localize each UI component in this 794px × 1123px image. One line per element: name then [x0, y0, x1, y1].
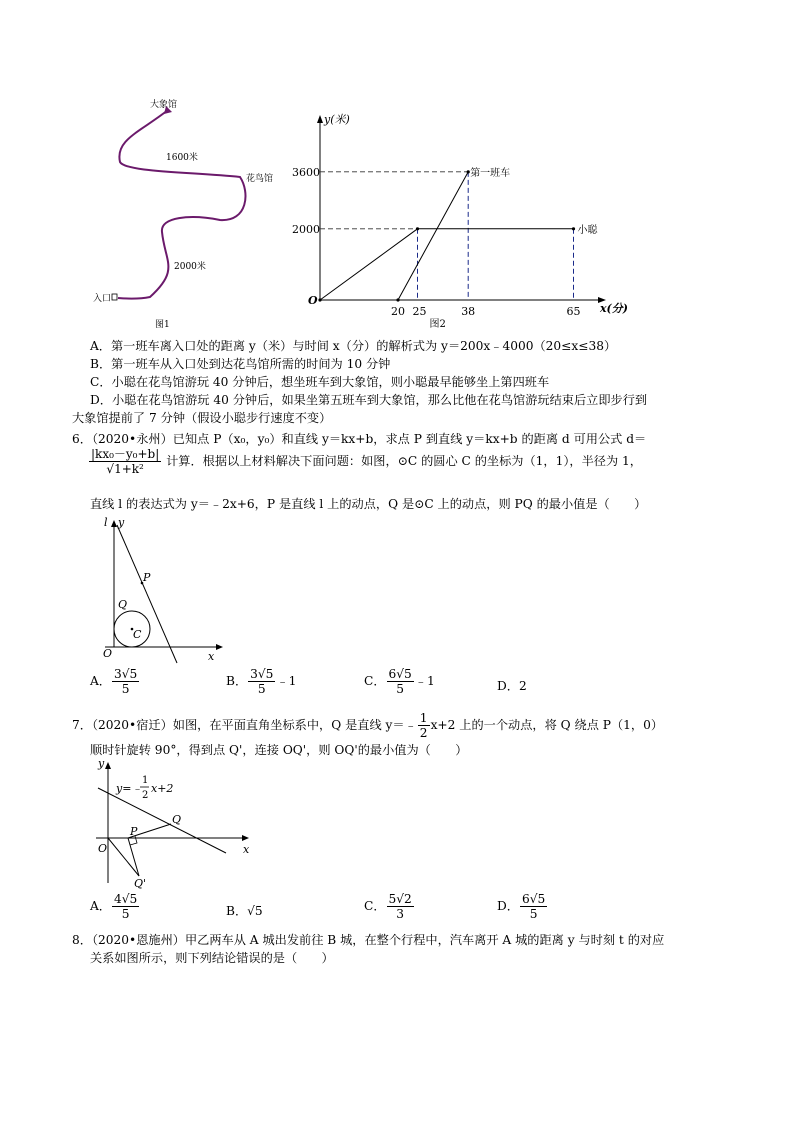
label-y: y	[98, 757, 105, 770]
label-q: Q	[118, 598, 128, 611]
q6-option-d: D．2	[497, 679, 527, 693]
distance-formula	[89, 447, 161, 476]
q7-d-label: D．	[497, 899, 519, 913]
q7-a-den: 5	[121, 907, 130, 921]
y-tick-3600: 3600	[292, 165, 320, 179]
formula-denominator: √1+k²	[106, 462, 144, 476]
eq-b: x+2	[151, 782, 174, 795]
label-y: y	[118, 516, 125, 529]
label-c: C	[133, 628, 142, 641]
q8-line1: 8．（2020•恩施州）甲乙两车从 A 城出发前往 B 城，在整个行程中，汽车离开 A 城的距离 y 与时刻 t 的对应	[72, 933, 665, 947]
q5-option-c: C．小聪在花鸟馆游玩 40 分钟后，想坐班车到大象馆，则小聪最早能够坐上第四班车	[90, 375, 550, 389]
y-arrow	[111, 520, 117, 527]
q6-option-a	[90, 667, 140, 696]
q6-a-den: 5	[121, 682, 130, 696]
q7-a-label: A．	[90, 899, 111, 913]
x-tick-20: 20	[391, 305, 405, 318]
entrance-box	[112, 294, 117, 300]
q7-c-label: C．	[364, 899, 386, 913]
series-2-point-2	[416, 227, 419, 230]
map-dist1: 1600米	[166, 153, 198, 163]
y-axis-arrow	[317, 115, 323, 123]
figure-1-map	[80, 92, 280, 332]
q5-option-d-line2: 大象馆提前了 7 分钟（假设小聪步行速度不变）	[72, 411, 332, 425]
x-tick-38: 38	[461, 305, 476, 318]
q6-line2: 计算．根据以上材料解决下面问题：如图，⊙C 的圆心 C 的坐标为（1，1），半径为 1，	[166, 454, 642, 468]
q6-b-den: 5	[257, 682, 266, 696]
origin-label: O	[308, 294, 318, 307]
q7-option-d	[497, 892, 548, 921]
q6-a-num: 3√5	[114, 667, 138, 681]
series-1-point-1	[396, 298, 399, 301]
label-l: l	[104, 516, 108, 529]
line-l	[117, 525, 177, 663]
label-x: x	[243, 843, 250, 856]
q6-option-c	[364, 667, 435, 696]
series-2-point-1	[318, 298, 321, 301]
q6-b-tail: ﹣1	[276, 674, 297, 688]
q6-b-num: 3√5	[250, 667, 274, 681]
q7-line1-b: x+2 上的一个动点，将 Q 绕点 P（1，0）	[430, 718, 664, 732]
map-bird: 花鸟馆	[246, 174, 274, 184]
label-o: O	[98, 842, 108, 855]
eq-den: 2	[142, 790, 149, 801]
map-elephant: 大象馆	[150, 100, 178, 110]
q7-half-num: 1	[419, 711, 428, 725]
y-arrow	[105, 762, 111, 769]
q6-option-b	[226, 667, 296, 696]
eq-num: 1	[142, 775, 149, 786]
label-q-prime: Q'	[134, 877, 147, 890]
q7-line2: 顺时针旋转 90°，得到点 Q'，连接 OQ'，则 OQ'的最小值为（ ）	[90, 743, 468, 757]
map-caption: 图1	[155, 320, 170, 330]
label-p: P	[130, 825, 138, 838]
q7-option-a	[90, 892, 140, 921]
q6-c-label: C．	[364, 674, 386, 688]
label-x: x	[208, 650, 215, 663]
x-arrow	[216, 644, 223, 650]
label-q: Q	[172, 813, 182, 826]
x-arrow	[242, 835, 249, 841]
q7-a-num: 4√5	[114, 892, 138, 906]
q6-a-label: A．	[90, 674, 111, 688]
series-2-point-3	[572, 227, 575, 230]
q6-figure	[95, 515, 230, 665]
series-label-bus: 第一班车	[470, 167, 511, 179]
eq-a: y=﹣	[116, 782, 143, 795]
q5-option-a: A．第一班车离入口处的距离 y（米）与时间 x（分）的解析式为 y＝200x﹣4000（20≤x≤38）	[90, 339, 617, 353]
label-p: P	[143, 571, 151, 584]
q5-option-b: B．第一班车从入口处到达花鸟馆所需的时间为 10 分钟	[90, 357, 391, 371]
q7-figure	[88, 755, 258, 890]
q7-option-c	[364, 892, 415, 921]
map-dist2: 2000米	[174, 262, 206, 272]
q8-line2: 关系如图所示，则下列结论错误的是（ ）	[90, 951, 334, 965]
x-tick-25: 25	[412, 305, 427, 318]
q6-c-num: 6√5	[388, 667, 412, 681]
x-axis-label: x(分)	[600, 302, 628, 315]
q6-c-tail: ﹣1	[414, 674, 435, 688]
q7-line1-a: 7．（2020•宿迁）如图，在平面直角坐标系中，Q 是直线 y＝﹣	[72, 718, 417, 732]
q7-d-den: 5	[529, 907, 538, 921]
series-line-2	[320, 229, 574, 300]
graph-caption: 图2	[429, 319, 446, 330]
q7-c-den: 3	[396, 907, 405, 921]
x-tick-65: 65	[566, 305, 581, 318]
label-o: O	[103, 647, 113, 660]
q6-c-den: 5	[396, 682, 405, 696]
y-axis-label: y(米)	[324, 113, 350, 126]
line-q	[98, 788, 226, 853]
q7-option-b: B．√5	[226, 904, 263, 918]
map-entrance: 入口	[93, 294, 112, 304]
q6-line3: 直线 l 的表达式为 y＝﹣2x+6，P 是直线 l 上的动点，Q 是⊙C 上的动点，则 PQ 的最小值是（ ）	[90, 497, 647, 511]
q7-d-num: 6√5	[521, 892, 546, 906]
q5-option-d-line1: D．小聪在花鸟馆游玩 40 分钟后，如果坐第五班车到大象馆，那么比他在花鸟馆游玩结束后立即步行到	[90, 393, 648, 407]
series-label-xiaocong: 小聪	[577, 224, 598, 236]
q6-line1: 6．（2020•永州）已知点 P（x₀，y₀）和直线 y＝kx+b，求点 P 到直线 y＝kx+b 的距离 d 可用公式 d＝	[72, 432, 647, 446]
q7-c-num: 5√2	[388, 892, 412, 906]
q7-line1	[72, 711, 663, 740]
q7-half-den: 2	[419, 726, 428, 740]
figure-2-graph	[290, 105, 628, 335]
q6-b-label: B．	[226, 674, 248, 688]
q6-formula	[88, 447, 642, 476]
y-tick-2000: 2000	[292, 222, 320, 236]
formula-numerator: |kx₀－y₀+b|	[91, 447, 160, 461]
